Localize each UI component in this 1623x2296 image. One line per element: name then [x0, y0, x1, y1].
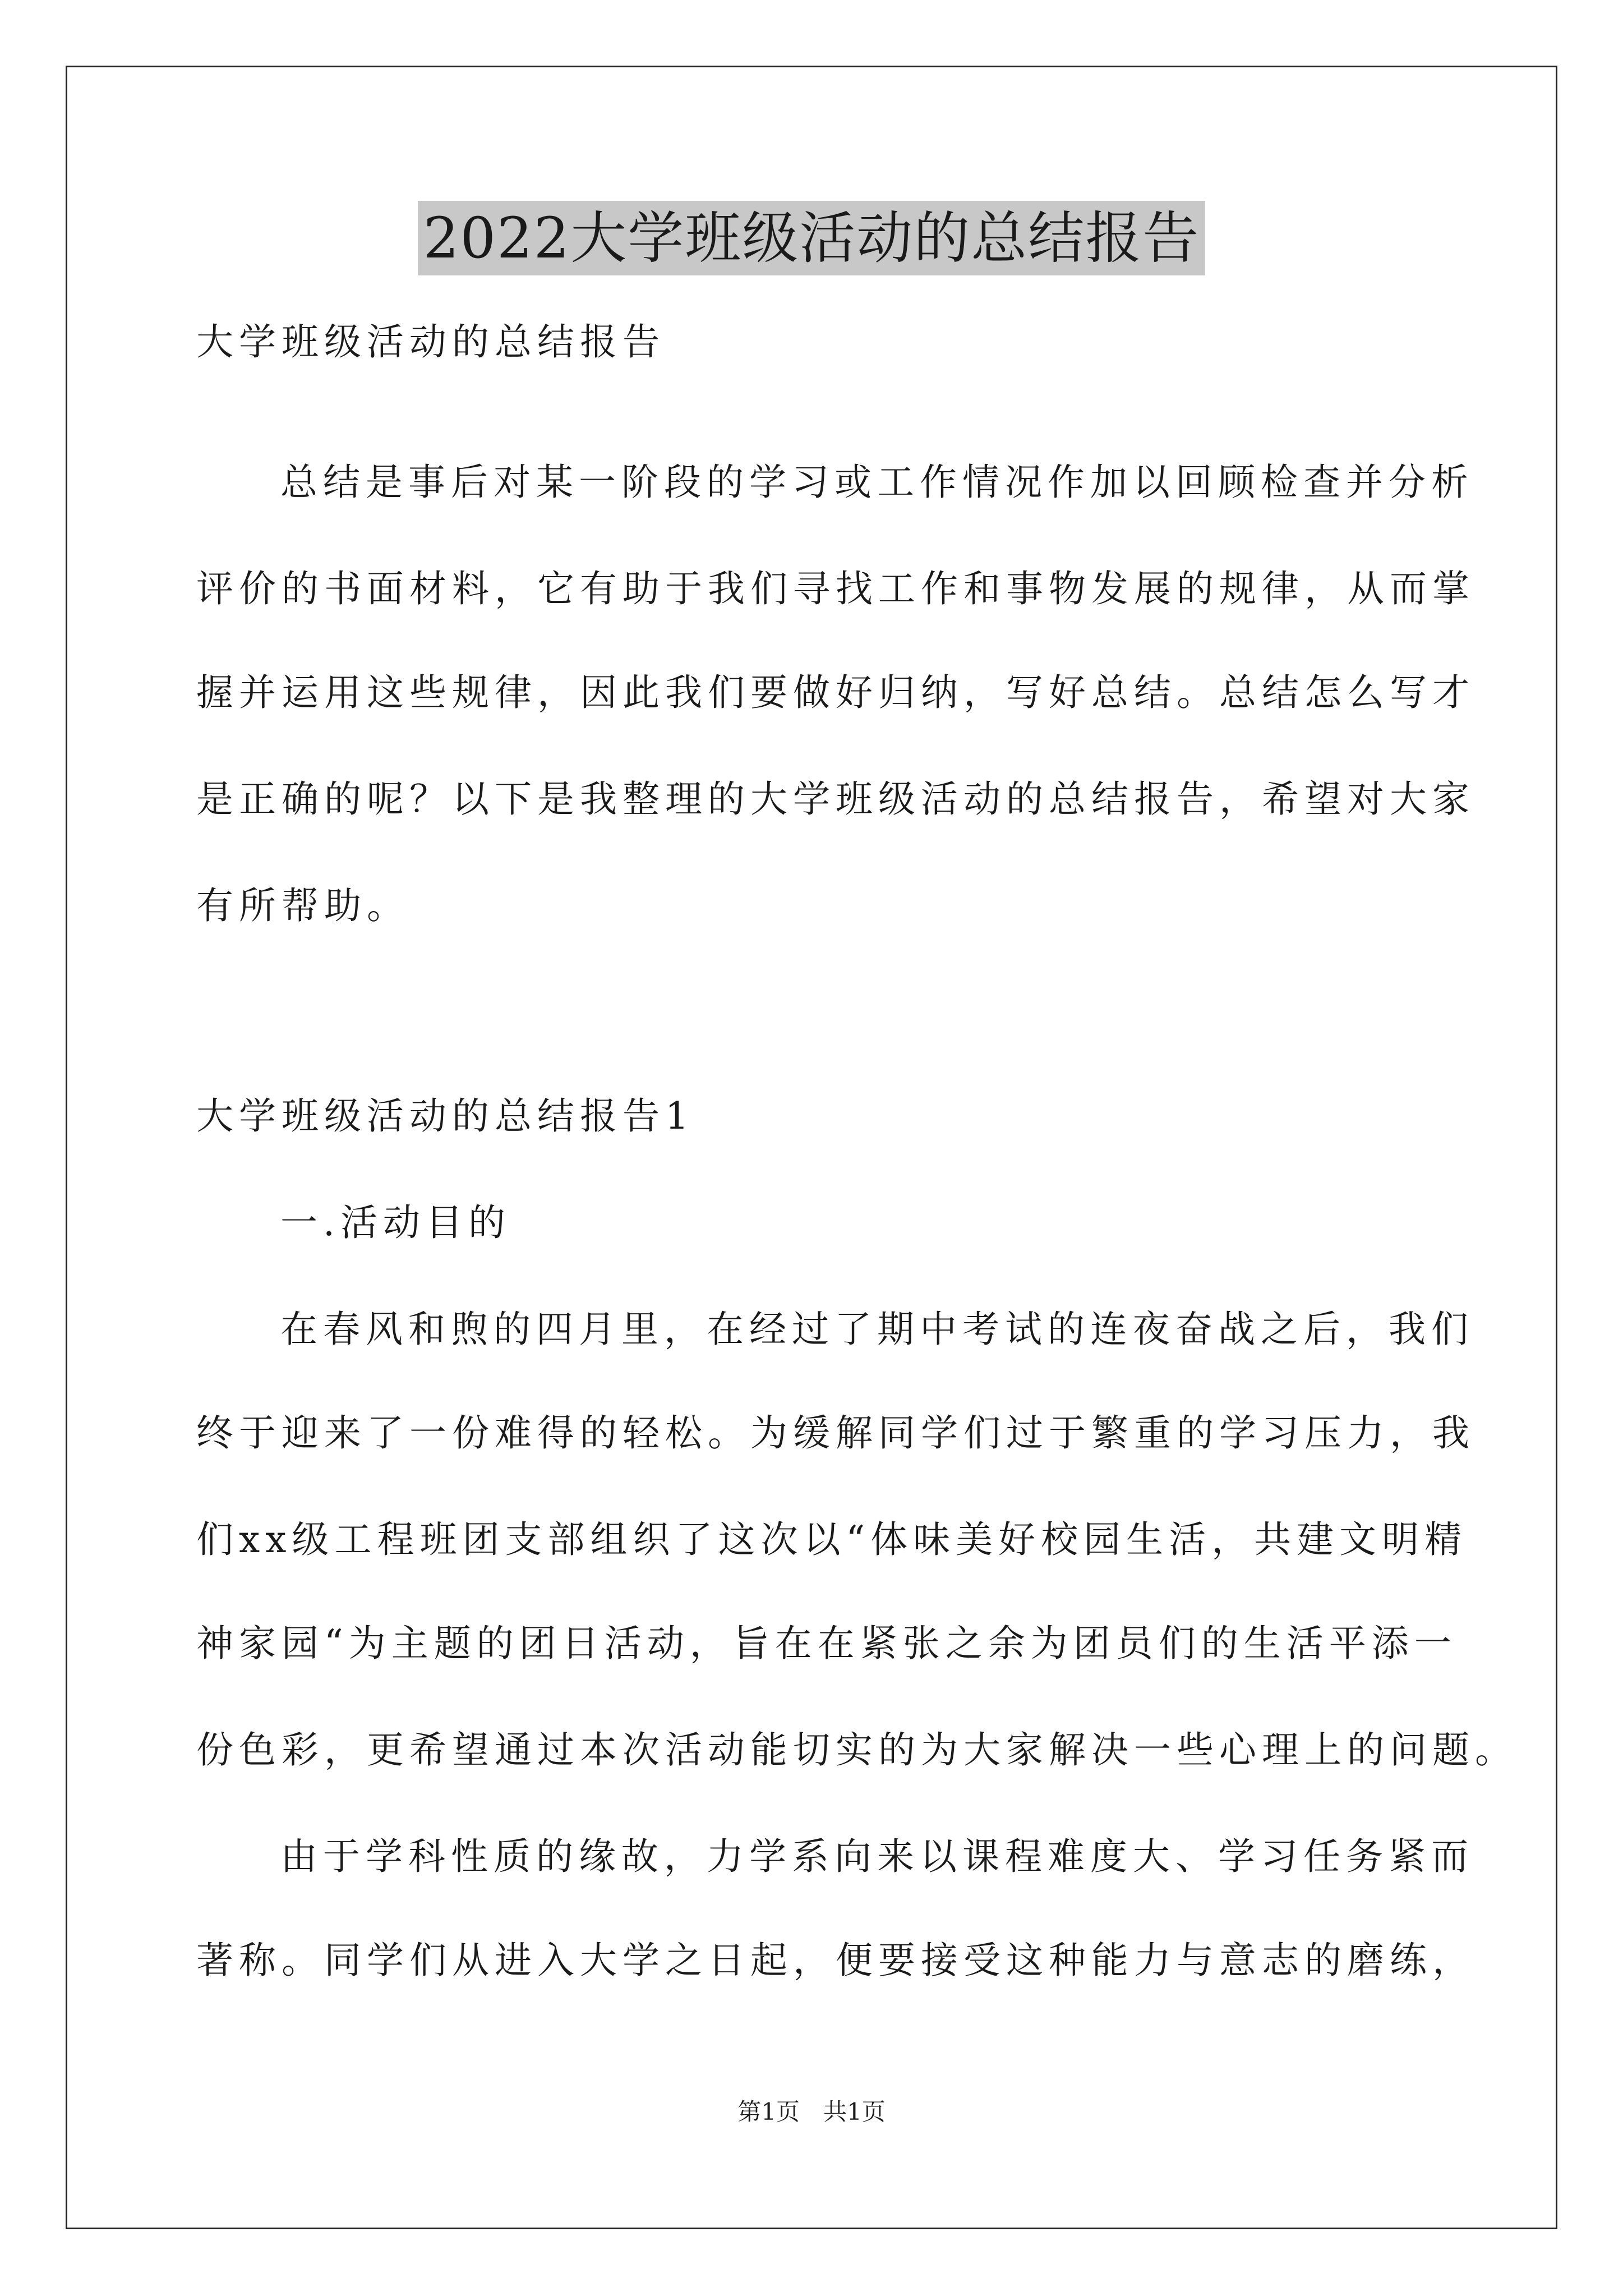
body-line-2: 终于迎来了一份难得的轻松。为缓解同学们过于繁重的学习压力，我 [196, 1411, 1475, 1455]
intro-line-4: 是正确的呢？以下是我整理的大学班级活动的总结报告，希望对大家 [196, 777, 1475, 821]
body-line-1: 在春风和煦的四月里，在经过了期中考试的连夜奋战之后，我们 [280, 1308, 1474, 1351]
body-line-3: 们xx级工程班团支部组织了这次以“体味美好校园生活，共建文明精 [196, 1518, 1468, 1561]
page-border [66, 66, 1557, 2229]
body-line-7: 著称。同学们从进入大学之日起，便要接受这种能力与意志的磨练， [196, 1939, 1475, 1982]
page-footer: 第1页 共1页 [737, 2098, 886, 2125]
document-title [0, 202, 1623, 275]
intro-line-2: 评价的书面材料，它有助于我们寻找工作和事物发展的规律，从而掌 [196, 567, 1475, 610]
intro-line-5: 有所帮助。 [196, 884, 409, 927]
document-title-text: 2022大学班级活动的总结报告 [418, 201, 1206, 275]
document-subtitle: 大学班级活动的总结报告 [196, 320, 665, 364]
intro-line-3: 握并运用这些规律，因此我们要做好归纳，写好总结。总结怎么写才 [196, 671, 1475, 714]
section-heading: 大学班级活动的总结报告1 [196, 1094, 694, 1138]
body-line-6: 由于学科性质的缘故，力学系向来以课程难度大、学习任务紧而 [280, 1835, 1474, 1878]
subsection-heading: 一.活动目的 [280, 1201, 511, 1244]
intro-line-1: 总结是事后对某一阶段的学习或工作情况作加以回顾检查并分析 [280, 461, 1474, 504]
body-line-5: 份色彩，更希望通过本次活动能切实的为大家解决一些心理上的问题。 [196, 1728, 1518, 1772]
body-line-4: 神家园“为主题的团日活动，旨在在紧张之余为团员们的生活平添一 [196, 1622, 1457, 1665]
